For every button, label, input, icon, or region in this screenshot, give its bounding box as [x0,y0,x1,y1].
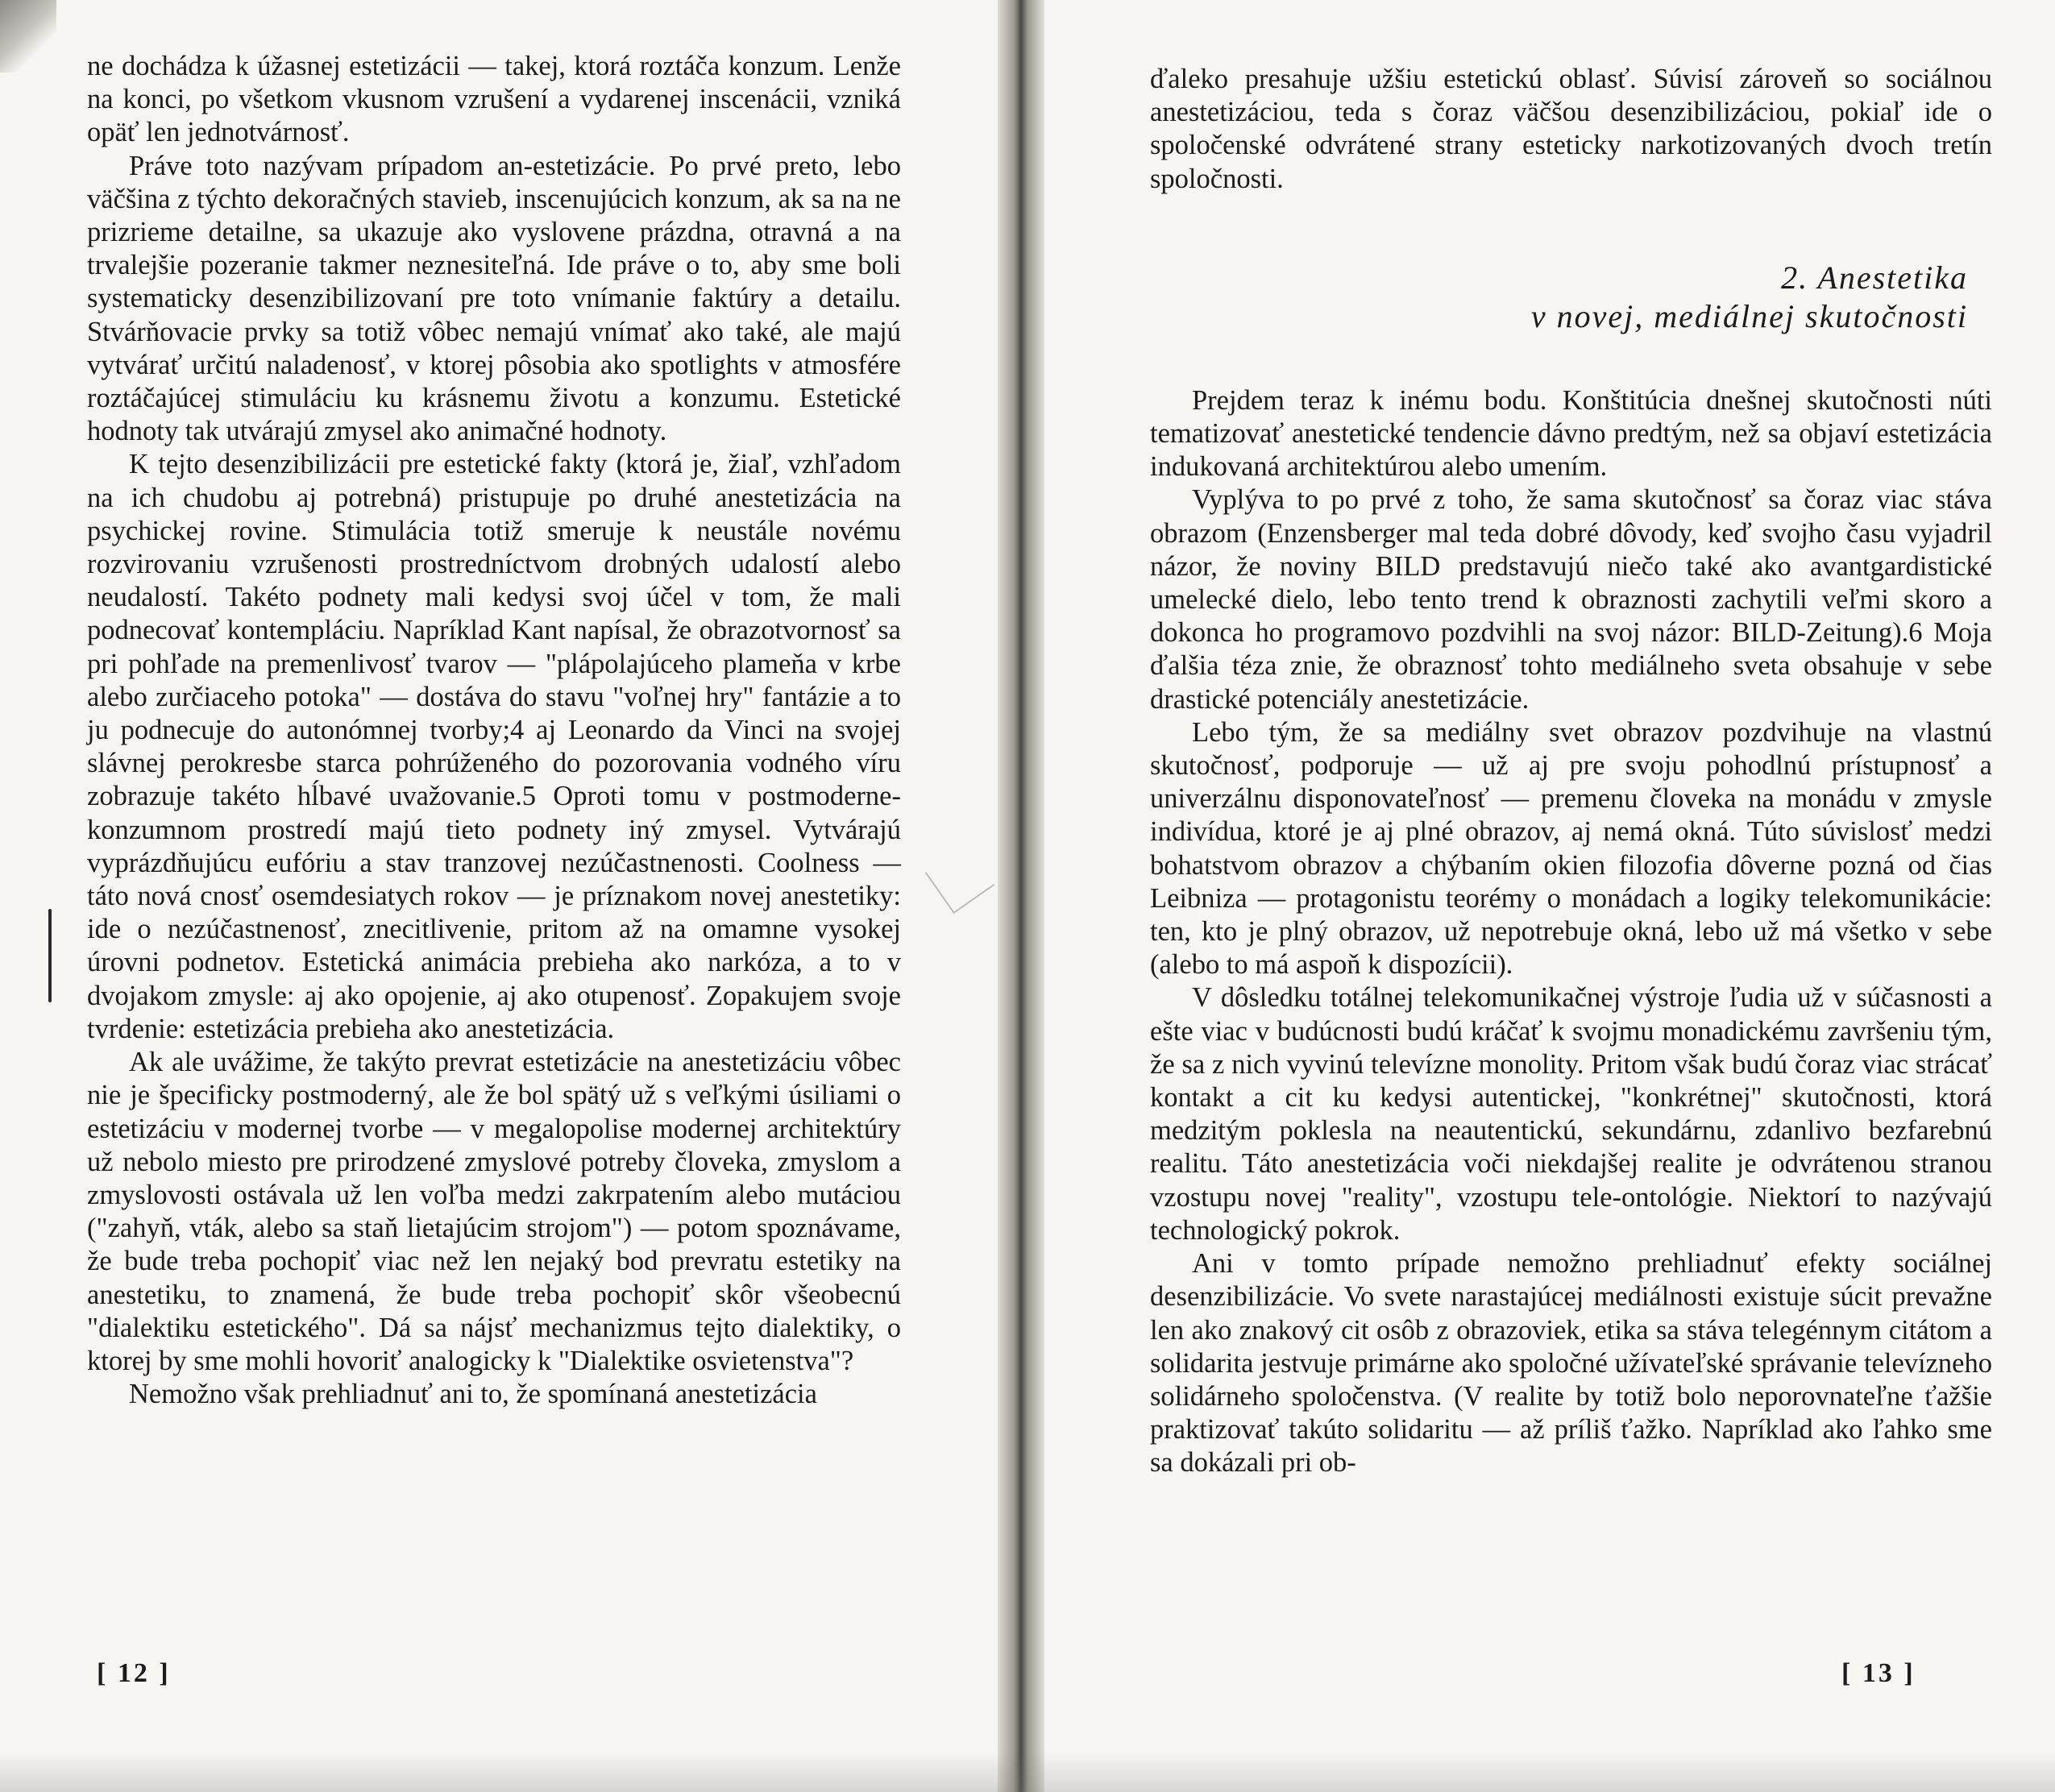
left-page [0,0,1019,1792]
right-paragraph-2: Vyplýva to po prvé z toho, že sama skutočnosť sa čoraz viac stáva obrazom (Enzensberger mal teda dobré dôvody, keď svojho času vyjadril názor, že noviny BILD predstavujú niečo také ako avantgardistické umelecké dielo, lebo tento trend k obraznosti zachytili veľmi skoro a dokonca ho programovo pozdvihli na svoj názor: BILD-Zeitung).6 Moja ďalšia téza znie, že obraznosť tohto mediálneho sveta obsahuje v sebe drastické potenciály anestetizácie. [1150,484,1992,715]
section-heading [1150,259,1968,336]
left-paragraph-3: K tejto desenzibilizácii pre estetické fakty (ktorá je, žiaľ, vzhľadom na ich chudobu aj potrebná) pristupuje po druhé anestetizácia na psychickej rovine. Stimulácia totiž smeruje k neustále novému rozvirovaniu vzrušenosti prostredníctvom drobných udalostí alebo neudalostí. Takéto podnety mali kedysi svoj účel v tom, že mali podnecovať kontempláciu. Napríklad Kant napísal, že obrazotvornosť sa pri pohľade na premenlivosť tvarov — "plápolajúceho plameňa v krbe alebo zurčiaceho potoka" — dostáva do stavu "voľnej hry" fantázie a to ju podnecuje do autonómnej tvorby;4 aj Leonardo da Vinci na svojej slávnej perokresbe starca pohrúženého do pozorovania vodného víru zobrazuje takéto hĺbavé uvažovanie.5 Oproti tomu v postmoderne-konzumnom prostredí majú tieto podnety iný zmysel. Vytvárajú vyprázdňujúcu eufóriu a stav tranzovej nezúčastnenosti. Coolness — táto nová cnosť osemdesiatych rokov — je príznakom novej anestetiky: ide o nezúčastnenosť, znecitlivenie, pritom až na omamne vysokej úrovni podnetov. Estetická animácia prebieha ako narkóza, a to v dvojakom zmysle: aj ako opojenie, aj ako otupenosť. Zopakujem svoje tvrdenie: estetizácia prebieha ako anestetizácia. [87,449,901,1044]
left-paragraph-2: Práve toto nazývam prípadom an-estetizácie. Po prvé preto, lebo väčšina z týchto dekoračných stavieb, inscenujúcich konzum, ak sa na ne prizrieme detailne, sa ukazuje ako vyslovene prázdna, otravná a na trvalejšie pozeranie takmer neznesiteľná. Ide práve o to, aby sme boli systematicky desenzibilizovaní pre toto vnímanie faktúry a detailu. Stvárňovacie prvky sa totiž vôbec nemajú vnímať ako také, ale majú vytvárať určitú naladenosť, v ktorej pôsobia ako spotlights v atmosfére roztáčajúcej stimuláciu ku krásnemu životu a konzumu. Estetické hodnoty tak utvárajú zmysel ako animačné hodnoty. [87,150,901,447]
page-bottom-shadow [0,1752,2055,1792]
page-number-right: [ 13 ] [1841,1658,1916,1688]
right-intro-paragraph: ďaleko presahuje užšiu estetickú oblasť. Súvisí zároveň so sociálnou anestetizáciou, teda s čoraz väčšou desenzibilizáciou, pokiaľ ide o spoločenské odvrátené strany esteticky narkotizovaných dvoch tretín spoločnosti. [1150,64,1992,194]
right-page [1019,0,2055,1792]
page-number-left: [ 12 ] [97,1658,171,1688]
section-heading-line-1: 2. Anestetika [1781,259,1968,296]
right-paragraph-5: Ani v tomto prípade nemožno prehliadnuť efekty sociálnej desenzibilizácie. Vo svete narastajúcej mediálnosti existuje súcit prevažne len ako znakový cit osôb z obrazoviek, etika sa stáva telegénnym citátom a solidarita jestvuje primárne ako spoločné užívateľské správanie televízneho solidárneho spoločenstva. (V realite by totiž bolo neporovnateľne ťažšie praktizovať takúto solidaritu — až príliš ťažko. Napríklad ako ľahko sme sa dokázali pri ob- [1150,1248,1992,1479]
section-heading-line-2: v novej, mediálnej skutočnosti [1530,297,1968,334]
left-paragraph-5: Nemožno však prehliadnuť ani to, že spomínaná anestetizácia [129,1379,817,1410]
page-corner-shadow [0,0,56,73]
book-gutter [998,0,1044,1792]
left-paragraph-1: ne dochádza k úžasnej estetizácii — takej, ktorá roztáča konzum. Lenže na konci, po všetkom vkusnom vzrušení a vydarenej inscenácii, vzniká opäť len jednotvárnosť. [87,51,901,148]
right-paragraph-1: Prejdem teraz k inému bodu. Konštitúcia dnešnej skutočnosti núti tematizovať anestetické tendencie dávno predtým, než sa objaví estetizácia indukovaná architektúrou alebo umením. [1150,384,1992,483]
left-paragraph-4: Ak ale uvážime, že takýto prevrat estetizácie na anestetizáciu vôbec nie je špecificky postmoderný, ale že bol spätý už s veľkými úsiliami o estetizáciu v modernej tvorbe — v megalopolise modernej architektúry už nebolo miesto pre prirodzené zmyslové potreby človeka, zmyslom a zmyslovosti ostávala už len voľba medzi zakrpatením alebo mutáciou ("zahyň, vták, alebo sa staň lietajúcim strojom") — potom spoznávame, že bude treba pochopiť viac než len nejaký bod prevratu estetiky na anestetiku, to znamená, že bude treba pochopiť skôr všeobecnú "dialektiku estetického". Dá sa nájsť mechanizmus tejto dialektiky, o ktorej by sme mohli hovoriť analogicky k "Dialektike osvietenstva"? [87,1047,901,1376]
left-page-body [87,50,901,1411]
margin-pencil-line [48,909,52,1002]
right-paragraph-4: V dôsledku totálnej telekomunikačnej výstroje ľudia už v súčasnosti a ešte viac v budúcnosti budú kráčať k svojmu monadickému završeniu tým, že sa z nich vyvinú televízne monolity. Pritom však budú čoraz viac strácať kontakt a cit ku kedysi autentickej, "konkrétnej" skutočnosti, ktorá medzitým poklesla na neautentickú, sekundárnu, zdanlivo bezfarebnú realitu. Táto anestetizácia voči niekdajšej realite je odvrátenou stranou vzostupu novej "reality", vzostupu tele-ontológie. Niektorí to nazývajú technologický pokrok. [1150,982,1992,1246]
right-paragraph-3: Lebo tým, že sa mediálny svet obrazov pozdvihuje na vlastnú skutočnosť, podporuje — už aj pre svoju pohodlnú prístupnosť a univerzálnu disponovateľnosť — premenu človeka na monádu v zmysle indivídua, ktoré je aj plné obrazov, aj nemá okná. Túto súvislosť medzi bohatstvom obrazov a chýbaním okien filozofia dôverne pozná od čias Leibniza — protagonistu teorémy o monádach a logiky telekomunikácie: ten, kto je plný obrazov, už nepotrebuje okná, lebo už má všetko v sebe (alebo to má aspoň k dispozícii). [1150,716,1992,981]
right-page-body [1150,63,1992,1480]
